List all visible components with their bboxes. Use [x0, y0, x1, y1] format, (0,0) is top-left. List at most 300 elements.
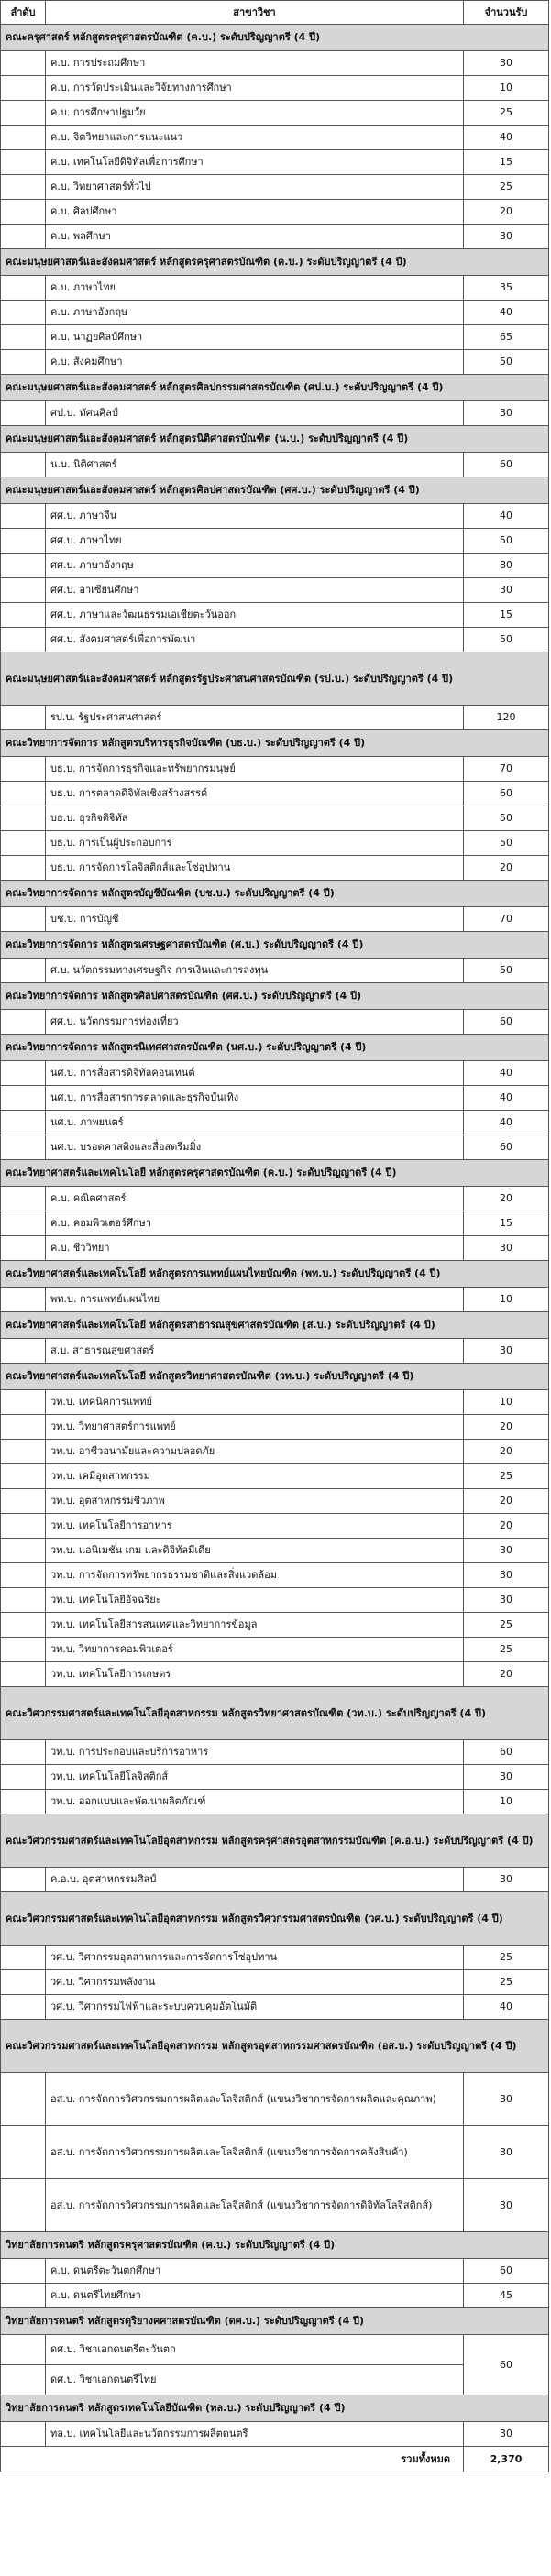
- total-row: [1, 2447, 549, 2472]
- program-name: วท.บ. ออกแบบและพัฒนาผลิตภัณฑ์: [46, 1790, 464, 1814]
- table-row: [1, 529, 549, 554]
- seat-count: 10: [464, 1288, 549, 1312]
- table-row: [1, 628, 549, 652]
- table-row: [1, 757, 549, 782]
- program-name: วท.บ. เทคโนโลยีอัจฉริยะ: [46, 1588, 464, 1613]
- order-cell: [1, 301, 46, 325]
- table-row: [1, 225, 549, 249]
- seat-count: 50: [464, 806, 549, 831]
- seat-count: 20: [464, 200, 549, 225]
- seat-count: 10: [464, 1390, 549, 1415]
- table-row: [1, 1514, 549, 1539]
- order-cell: [1, 1970, 46, 1995]
- program-name: วท.บ. เทคโนโลยีโลจิสติกส์: [46, 1765, 464, 1790]
- seat-count: 10: [464, 76, 549, 101]
- seat-count: 45: [464, 2284, 549, 2308]
- program-name: รป.บ. รัฐประศาสนศาสตร์: [46, 706, 464, 730]
- table-row: [1, 1588, 549, 1613]
- section-title: วิทยาลัยการดนตรี หลักสูตรครุศาสตรบัณฑิต (ค.บ.) ระดับปริญญาตรี (4 ปี): [1, 2232, 549, 2259]
- order-cell: [1, 2422, 46, 2447]
- order-cell: [1, 554, 46, 578]
- table-row: [1, 1970, 549, 1995]
- table-row: [1, 2073, 549, 2126]
- order-cell: [1, 628, 46, 652]
- section-header-row: [1, 1160, 549, 1187]
- order-cell: [1, 1489, 46, 1514]
- table-row: [1, 1339, 549, 1364]
- section-header-row: [1, 1814, 549, 1868]
- table-row: [1, 1946, 549, 1970]
- program-name: ค.บ. การวัดประเมินและวิจัยทางการศึกษา: [46, 76, 464, 101]
- section-header-row: [1, 1035, 549, 1061]
- table-row: [1, 1765, 549, 1790]
- table-row: [1, 806, 549, 831]
- seat-count: 30: [464, 2126, 549, 2179]
- table-header-row: [1, 1, 549, 25]
- program-name: วศ.บ. วิศวกรรมพลังงาน: [46, 1970, 464, 1995]
- section-header-row: [1, 932, 549, 959]
- order-cell: [1, 1613, 46, 1638]
- program-name: วท.บ. เทคโนโลยีการอาหาร: [46, 1514, 464, 1539]
- program-name: วท.บ. อุตสาหกรรมชีวภาพ: [46, 1489, 464, 1514]
- table-row: [1, 1790, 549, 1814]
- seat-count: 50: [464, 959, 549, 983]
- table-row: [1, 706, 549, 730]
- section-header-row: [1, 1312, 549, 1339]
- section-title: คณะมนุษยศาสตร์และสังคมศาสตร์ หลักสูตรนิติศาสตรบัณฑิต (น.บ.) ระดับปริญญาตรี (4 ปี): [1, 426, 549, 453]
- order-cell: [1, 101, 46, 126]
- seat-count: 30: [464, 1588, 549, 1613]
- program-name: บธ.บ. การเป็นผู้ประกอบการ: [46, 831, 464, 856]
- order-cell: [1, 1588, 46, 1613]
- section-title: คณะมนุษยศาสตร์และสังคมศาสตร์ หลักสูตรรัฐประศาสนศาสตรบัณฑิต (รป.บ.) ระดับปริญญาตรี (4 ปี): [1, 652, 549, 706]
- seat-count: 20: [464, 856, 549, 881]
- table-row: [1, 175, 549, 200]
- section-header-row: [1, 2232, 549, 2259]
- order-cell: [1, 1086, 46, 1111]
- program-name: อส.บ. การจัดการวิศวกรรมการผลิตและโลจิสติกส์ (แขนงวิชาการจัดการดิจิทัลโลจิสติกส์): [46, 2179, 464, 2232]
- program-name: วศ.บ. วิศวกรรมไฟฟ้าและระบบควบคุมอัตโนมัติ: [46, 1995, 464, 2020]
- section-title: คณะวิทยาการจัดการ หลักสูตรบริหารธุรกิจบัณฑิต (บธ.บ.) ระดับปริญญาตรี (4 ปี): [1, 730, 549, 757]
- program-name: บธ.บ. การจัดการธุรกิจและทรัพยากรมนุษย์: [46, 757, 464, 782]
- header-program: สาขาวิชา: [46, 1, 464, 25]
- program-name: บธ.บ. ธุรกิจดิจิทัล: [46, 806, 464, 831]
- table-row: [1, 1995, 549, 2020]
- order-cell: [1, 76, 46, 101]
- seat-count: 15: [464, 1211, 549, 1236]
- table-row: [1, 1211, 549, 1236]
- order-cell: [1, 1995, 46, 2020]
- program-name: น.บ. นิติศาสตร์: [46, 453, 464, 477]
- program-name: ศศ.บ. ภาษาจีน: [46, 504, 464, 529]
- program-name: วศ.บ. วิศวกรรมอุตสาหการและการจัดการโซ่อุปทาน: [46, 1946, 464, 1970]
- order-cell: [1, 453, 46, 477]
- seat-count: 70: [464, 757, 549, 782]
- seat-count: 60: [464, 2259, 549, 2284]
- order-cell: [1, 1415, 46, 1440]
- section-title: วิทยาลัยการดนตรี หลักสูตรเทคโนโลยีบัณฑิต (ทล.บ.) ระดับปริญญาตรี (4 ปี): [1, 2395, 549, 2422]
- order-cell: [1, 1390, 46, 1415]
- order-cell: [1, 1740, 46, 1765]
- seat-count: 30: [464, 1563, 549, 1588]
- order-cell: [1, 1946, 46, 1970]
- order-cell: [1, 2073, 46, 2126]
- order-cell: [1, 200, 46, 225]
- table-row: [1, 2335, 549, 2365]
- program-name: ค.บ. นาฏยศิลป์ศึกษา: [46, 325, 464, 350]
- program-name: ค.บ. ภาษาไทย: [46, 276, 464, 301]
- section-title: คณะวิทยาศาสตร์และเทคโนโลยี หลักสูตรสาธารณสุขศาสตรบัณฑิต (ส.บ.) ระดับปริญญาตรี (4 ปี): [1, 1312, 549, 1339]
- table-row: [1, 2284, 549, 2308]
- section-title: คณะวิทยาการจัดการ หลักสูตรศิลปศาสตรบัณฑิต (ศศ.บ.) ระดับปริญญาตรี (4 ปี): [1, 983, 549, 1010]
- table-row: [1, 1111, 549, 1135]
- order-cell: [1, 706, 46, 730]
- program-name: ศศ.บ. อาเซียนศึกษา: [46, 578, 464, 603]
- program-name: วท.บ. อาชีวอนามัยและความปลอดภัย: [46, 1440, 464, 1464]
- program-name: ค.บ. การศึกษาปฐมวัย: [46, 101, 464, 126]
- table-row: [1, 2422, 549, 2447]
- program-name: ค.บ. คณิตศาสตร์: [46, 1187, 464, 1211]
- program-name: ศ.บ. นวัตกรรมทางเศรษฐกิจ การเงินและการลงทุน: [46, 959, 464, 983]
- section-header-row: [1, 426, 549, 453]
- program-name: วท.บ. การประกอบและบริการอาหาร: [46, 1740, 464, 1765]
- order-cell: [1, 2126, 46, 2179]
- seat-count: 120: [464, 706, 549, 730]
- table-row: [1, 1187, 549, 1211]
- seat-count: 30: [464, 2073, 549, 2126]
- program-name: นศ.บ. บรอดคาสติงและสื่อสตรีมมิ่ง: [46, 1135, 464, 1160]
- section-header-row: [1, 730, 549, 757]
- table-row: [1, 350, 549, 375]
- table-row: [1, 301, 549, 325]
- order-cell: [1, 2335, 46, 2365]
- seat-count: 20: [464, 1187, 549, 1211]
- seat-count: 30: [464, 2422, 549, 2447]
- order-cell: [1, 2365, 46, 2395]
- program-name: ส.บ. สาธารณสุขศาสตร์: [46, 1339, 464, 1364]
- program-name: วท.บ. วิทยาศาสตร์การแพทย์: [46, 1415, 464, 1440]
- table-row: [1, 1236, 549, 1261]
- program-name: ค.บ. ศิลปศึกษา: [46, 200, 464, 225]
- order-cell: [1, 1187, 46, 1211]
- seat-count: 20: [464, 1662, 549, 1687]
- program-name: ดศ.บ. วิชาเอกดนตรีไทย: [46, 2365, 464, 2395]
- section-header-row: [1, 2308, 549, 2335]
- order-cell: [1, 806, 46, 831]
- order-cell: [1, 1061, 46, 1086]
- program-name: วท.บ. การจัดการทรัพยากรธรรมชาติและสิ่งแวดล้อม: [46, 1563, 464, 1588]
- program-name: ค.บ. ดนตรีตะวันตกศึกษา: [46, 2259, 464, 2284]
- section-title: คณะวิทยาศาสตร์และเทคโนโลยี หลักสูตรวิทยาศาสตรบัณฑิต (วท.บ.) ระดับปริญญาตรี (4 ปี): [1, 1364, 549, 1390]
- seat-count: 20: [464, 1415, 549, 1440]
- seat-count: 15: [464, 603, 549, 628]
- seat-count: 60: [464, 782, 549, 806]
- seat-count: 30: [464, 1539, 549, 1563]
- program-name: บธ.บ. การตลาดดิจิทัลเชิงสร้างสรรค์: [46, 782, 464, 806]
- seat-count: 40: [464, 1995, 549, 2020]
- header-count: จำนวนรับ: [464, 1, 549, 25]
- order-cell: [1, 2284, 46, 2308]
- program-name: ศป.บ. ทัศนศิลป์: [46, 401, 464, 426]
- seat-count: 15: [464, 150, 549, 175]
- seat-count: 50: [464, 529, 549, 554]
- program-name: ดศ.บ. วิชาเอกดนตรีตะวันตก: [46, 2335, 464, 2365]
- table-row: [1, 2126, 549, 2179]
- order-cell: [1, 350, 46, 375]
- table-row: [1, 1390, 549, 1415]
- seat-count: 40: [464, 1086, 549, 1111]
- program-name: วท.บ. แอนิเมชัน เกม และดิจิทัลมีเดีย: [46, 1539, 464, 1563]
- seat-count: 25: [464, 175, 549, 200]
- table-row: [1, 1868, 549, 1892]
- table-row: [1, 1613, 549, 1638]
- section-header-row: [1, 1687, 549, 1740]
- order-cell: [1, 1211, 46, 1236]
- seat-count: 25: [464, 1946, 549, 1970]
- seat-count: 60: [464, 1740, 549, 1765]
- seat-count: 20: [464, 1489, 549, 1514]
- order-cell: [1, 504, 46, 529]
- table-row: [1, 1135, 549, 1160]
- seat-count: 65: [464, 325, 549, 350]
- table-row: [1, 276, 549, 301]
- section-header-row: [1, 881, 549, 907]
- table-row: [1, 907, 549, 932]
- table-row: [1, 1288, 549, 1312]
- seat-count: 20: [464, 1440, 549, 1464]
- section-title: คณะวิทยาการจัดการ หลักสูตรนิเทศศาสตรบัณฑิต (นศ.บ.) ระดับปริญญาตรี (4 ปี): [1, 1035, 549, 1061]
- program-name: ค.บ. สังคมศึกษา: [46, 350, 464, 375]
- section-title: คณะวิทยาการจัดการ หลักสูตรบัญชีบัณฑิต (บช.บ.) ระดับปริญญาตรี (4 ปี): [1, 881, 549, 907]
- seat-count: 50: [464, 628, 549, 652]
- section-title: คณะวิศวกรรมศาสตร์และเทคโนโลยีอุตสาหกรรม หลักสูตรอุตสาหกรรมศาสตรบัณฑิต (อส.บ.) ระดับปริญญาตรี (4 ปี): [1, 2020, 549, 2073]
- section-header-row: [1, 652, 549, 706]
- table-row: [1, 1489, 549, 1514]
- seat-count: 25: [464, 1613, 549, 1638]
- table-row: [1, 1010, 549, 1035]
- program-name: บธ.บ. การจัดการโลจิสติกส์และโซ่อุปทาน: [46, 856, 464, 881]
- seat-count: 30: [464, 225, 549, 249]
- program-name: ค.บ. คอมพิวเตอร์ศึกษา: [46, 1211, 464, 1236]
- section-title: วิทยาลัยการดนตรี หลักสูตรดุริยางคศาสตรบัณฑิต (ดศ.บ.) ระดับปริญญาตรี (4 ปี): [1, 2308, 549, 2335]
- seat-count: 60: [464, 453, 549, 477]
- order-cell: [1, 782, 46, 806]
- total-label: รวมทั้งหมด: [1, 2447, 464, 2472]
- order-cell: [1, 907, 46, 932]
- program-name: ศศ.บ. ภาษาไทย: [46, 529, 464, 554]
- table-row: [1, 1662, 549, 1687]
- section-title: คณะวิศวกรรมศาสตร์และเทคโนโลยีอุตสาหกรรม หลักสูตรครุศาสตรอุตสาหกรรมบัณฑิต (ค.อ.บ.) ระดับปริญญาตรี (4 ปี): [1, 1814, 549, 1868]
- section-header-row: [1, 25, 549, 51]
- order-cell: [1, 757, 46, 782]
- section-title: คณะวิศวกรรมศาสตร์และเทคโนโลยีอุตสาหกรรม หลักสูตรวิศวกรรมศาสตรบัณฑิต (วศ.บ.) ระดับปริญญาตรี (4 ปี): [1, 1892, 549, 1946]
- program-name: ค.บ. ภาษาอังกฤษ: [46, 301, 464, 325]
- program-name: ค.บ. เทคโนโลยีดิจิทัลเพื่อการศึกษา: [46, 150, 464, 175]
- section-header-row: [1, 2020, 549, 2073]
- order-cell: [1, 325, 46, 350]
- program-name: วท.บ. วิทยาการคอมพิวเตอร์: [46, 1638, 464, 1662]
- seat-count: 50: [464, 831, 549, 856]
- order-cell: [1, 126, 46, 150]
- seat-count: 35: [464, 276, 549, 301]
- seat-count: 40: [464, 1111, 549, 1135]
- program-name: อส.บ. การจัดการวิศวกรรมการผลิตและโลจิสติกส์ (แขนงวิชาการจัดการผลิตและคุณภาพ): [46, 2073, 464, 2126]
- seat-count: 25: [464, 1970, 549, 1995]
- table-row: [1, 578, 549, 603]
- seat-count: 25: [464, 1464, 549, 1489]
- seat-count: 40: [464, 301, 549, 325]
- seat-count: 70: [464, 907, 549, 932]
- order-cell: [1, 1010, 46, 1035]
- order-cell: [1, 1563, 46, 1588]
- seat-count: 10: [464, 1790, 549, 1814]
- table-row: [1, 856, 549, 881]
- order-cell: [1, 51, 46, 76]
- program-name: ทล.บ. เทคโนโลยีและนวัตกรรมการผลิตดนตรี: [46, 2422, 464, 2447]
- program-name: ศศ.บ. ภาษาและวัฒนธรรมเอเชียตะวันออก: [46, 603, 464, 628]
- seat-count: 30: [464, 578, 549, 603]
- seat-count: 30: [464, 51, 549, 76]
- order-cell: [1, 175, 46, 200]
- seat-count: 30: [464, 1765, 549, 1790]
- section-title: คณะมนุษยศาสตร์และสังคมศาสตร์ หลักสูตรศิลปกรรมศาสตรบัณฑิต (ศป.บ.) ระดับปริญญาตรี (4 ปี): [1, 375, 549, 401]
- section-title: คณะวิทยาศาสตร์และเทคโนโลยี หลักสูตรการแพทย์แผนไทยบัณฑิต (พท.บ.) ระดับปริญญาตรี (4 ปี): [1, 1261, 549, 1288]
- program-name: ศศ.บ. สังคมศาสตร์เพื่อการพัฒนา: [46, 628, 464, 652]
- table-row: [1, 1539, 549, 1563]
- table-row: [1, 1086, 549, 1111]
- order-cell: [1, 276, 46, 301]
- table-row: [1, 401, 549, 426]
- program-name: ศศ.บ. ภาษาอังกฤษ: [46, 554, 464, 578]
- order-cell: [1, 2179, 46, 2232]
- order-cell: [1, 1638, 46, 1662]
- program-name: นศ.บ. การสื่อสารการตลาดและธุรกิจบันเทิง: [46, 1086, 464, 1111]
- order-cell: [1, 856, 46, 881]
- program-name: นศ.บ. การสื่อสารดิจิทัลคอนเทนต์: [46, 1061, 464, 1086]
- total-value: 2,370: [464, 2447, 549, 2472]
- seat-count: 60: [464, 1135, 549, 1160]
- order-cell: [1, 603, 46, 628]
- table-row: [1, 782, 549, 806]
- table-row: [1, 76, 549, 101]
- order-cell: [1, 1339, 46, 1364]
- program-name: ศศ.บ. นวัตกรรมการท่องเที่ยว: [46, 1010, 464, 1035]
- order-cell: [1, 1236, 46, 1261]
- order-cell: [1, 225, 46, 249]
- table-row: [1, 1740, 549, 1765]
- section-header-row: [1, 983, 549, 1010]
- order-cell: [1, 1868, 46, 1892]
- program-name: พท.บ. การแพทย์แผนไทย: [46, 1288, 464, 1312]
- order-cell: [1, 1288, 46, 1312]
- section-header-row: [1, 249, 549, 276]
- program-name: วท.บ. เคมีอุตสาหกรรม: [46, 1464, 464, 1489]
- table-row: [1, 504, 549, 529]
- program-name: นศ.บ. ภาพยนตร์: [46, 1111, 464, 1135]
- seat-count: 30: [464, 1339, 549, 1364]
- program-name: อส.บ. การจัดการวิศวกรรมการผลิตและโลจิสติกส์ (แขนงวิชาการจัดการคลังสินค้า): [46, 2126, 464, 2179]
- table-row: [1, 200, 549, 225]
- program-name: ค.อ.บ. อุตสาหกรรมศิลป์: [46, 1868, 464, 1892]
- header-order: ลำดับ: [1, 1, 46, 25]
- table-row: [1, 1464, 549, 1489]
- table-body: [1, 25, 549, 2472]
- table-row: [1, 2179, 549, 2232]
- seat-count: 25: [464, 101, 549, 126]
- program-name: วท.บ. เทคโนโลยีการเกษตร: [46, 1662, 464, 1687]
- table-row: [1, 603, 549, 628]
- order-cell: [1, 1790, 46, 1814]
- order-cell: [1, 1111, 46, 1135]
- table-row: [1, 1415, 549, 1440]
- order-cell: [1, 529, 46, 554]
- table-row: [1, 51, 549, 76]
- section-title: คณะครุศาสตร์ หลักสูตรครุศาสตรบัณฑิต (ค.บ.) ระดับปริญญาตรี (4 ปี): [1, 25, 549, 51]
- table-row: [1, 1563, 549, 1588]
- section-title: คณะวิศวกรรมศาสตร์และเทคโนโลยีอุตสาหกรรม หลักสูตรวิทยาศาสตรบัณฑิต (วท.บ.) ระดับปริญญาตรี (4 ปี): [1, 1687, 549, 1740]
- seat-count: 50: [464, 350, 549, 375]
- section-title: คณะวิทยาการจัดการ หลักสูตรเศรษฐศาสตรบัณฑิต (ศ.บ.) ระดับปริญญาตรี (4 ปี): [1, 932, 549, 959]
- table-row: [1, 1061, 549, 1086]
- table-row: [1, 2259, 549, 2284]
- program-name: ค.บ. จิตวิทยาและการแนะแนว: [46, 126, 464, 150]
- program-name: ค.บ. พลศึกษา: [46, 225, 464, 249]
- program-name: ค.บ. วิทยาศาสตร์ทั่วไป: [46, 175, 464, 200]
- seat-count: 40: [464, 126, 549, 150]
- program-name: ค.บ. ชีววิทยา: [46, 1236, 464, 1261]
- section-header-row: [1, 1364, 549, 1390]
- section-header-row: [1, 477, 549, 504]
- order-cell: [1, 1765, 46, 1790]
- order-cell: [1, 1539, 46, 1563]
- order-cell: [1, 578, 46, 603]
- table-row: [1, 831, 549, 856]
- seat-count: 60: [464, 2335, 549, 2395]
- table-row: [1, 1638, 549, 1662]
- order-cell: [1, 959, 46, 983]
- table-row: [1, 959, 549, 983]
- seat-count: 20: [464, 1514, 549, 1539]
- section-header-row: [1, 1261, 549, 1288]
- order-cell: [1, 2259, 46, 2284]
- program-name: วท.บ. เทคนิคการแพทย์: [46, 1390, 464, 1415]
- order-cell: [1, 1440, 46, 1464]
- section-header-row: [1, 375, 549, 401]
- order-cell: [1, 150, 46, 175]
- order-cell: [1, 1464, 46, 1489]
- seat-count: 30: [464, 2179, 549, 2232]
- order-cell: [1, 1662, 46, 1687]
- seat-count: 30: [464, 401, 549, 426]
- table-row: [1, 101, 549, 126]
- table-row: [1, 126, 549, 150]
- section-header-row: [1, 1892, 549, 1946]
- seat-count: 30: [464, 1868, 549, 1892]
- seat-count: 80: [464, 554, 549, 578]
- section-header-row: [1, 2395, 549, 2422]
- program-name: วท.บ. เทคโนโลยีสารสนเทศและวิทยาการข้อมูล: [46, 1613, 464, 1638]
- section-title: คณะวิทยาศาสตร์และเทคโนโลยี หลักสูตรครุศาสตรบัณฑิต (ค.บ.) ระดับปริญญาตรี (4 ปี): [1, 1160, 549, 1187]
- program-name: ค.บ. ดนตรีไทยศึกษา: [46, 2284, 464, 2308]
- table-row: [1, 554, 549, 578]
- table-row: [1, 453, 549, 477]
- seat-count: 60: [464, 1010, 549, 1035]
- seat-count: 40: [464, 504, 549, 529]
- table-row: [1, 150, 549, 175]
- table-row: [1, 325, 549, 350]
- order-cell: [1, 1135, 46, 1160]
- section-title: คณะมนุษยศาสตร์และสังคมศาสตร์ หลักสูตรครุศาสตรบัณฑิต (ค.บ.) ระดับปริญญาตรี (4 ปี): [1, 249, 549, 276]
